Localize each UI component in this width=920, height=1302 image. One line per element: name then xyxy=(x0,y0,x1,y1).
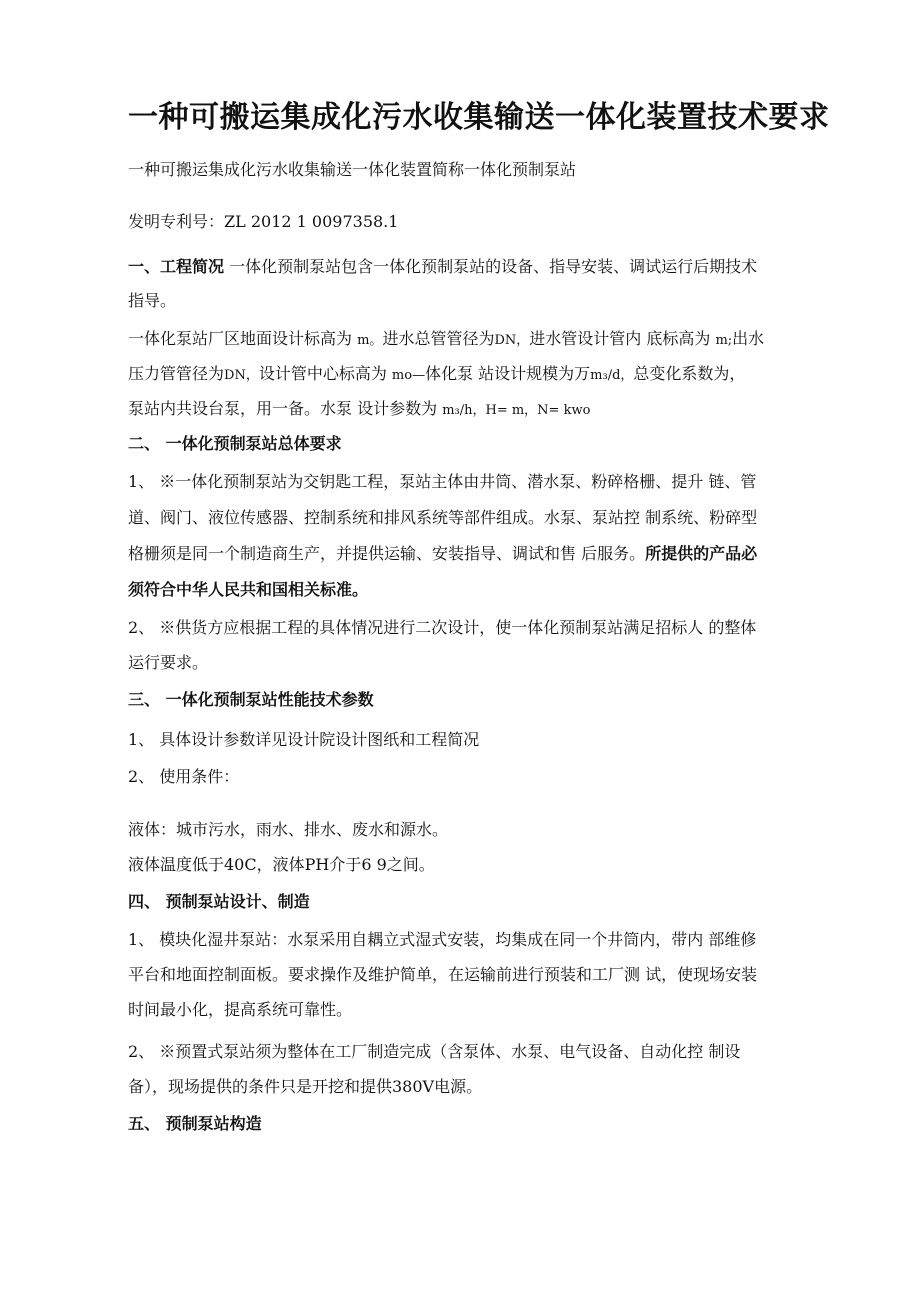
section-1-para-line-2 xyxy=(128,362,745,388)
section-1-intro-text: 一体化预制泵站包含一体化预制泵站的设备、指导安装、调试运行后期技术 xyxy=(224,257,758,276)
section-4-item-1-line-2: 平台和地面控制面板。要求操作及维护简单，在运输前进行预装和工厂测 试，使现场安装 xyxy=(128,965,758,984)
text-run: DN， xyxy=(494,333,530,348)
section-2-item-1-line-2: 道、阀门、液位传感器、控制系统和排风系统等部件组成。水泵、泵站控 制系统、粉碎型 xyxy=(128,508,758,527)
document-title: 一种可搬运集成化污水收集输送一体化装置技术要求 xyxy=(128,100,830,135)
text-run: 泵站内共设台泵，用一备。水泵 设计参数为 xyxy=(128,399,443,418)
section-3-item-1: 1、 具体设计参数详见设计院设计图纸和工程简况 xyxy=(128,730,480,749)
section-4-heading: 四、 预制泵站设计、制造 xyxy=(128,892,310,911)
section-4-item-1-line-3: 时间最小化，提高系统可靠性。 xyxy=(128,1000,353,1019)
bold-text-run: 所提供的产品必 xyxy=(645,544,758,563)
section-4-item-2-line-2: 备），现场提供的条件只是开挖和提供380V电源。 xyxy=(128,1077,483,1096)
text-run: DN， xyxy=(224,368,259,383)
text-run: m; xyxy=(715,333,733,348)
text-run: 进水管设计管内 底标高为 xyxy=(529,329,716,348)
text-run: 出水 xyxy=(732,329,765,348)
section-3-heading: 三、 一体化预制泵站性能技术参数 xyxy=(128,690,374,709)
subtitle: 一种可搬运集成化污水收集输送一体化装置简称一体化预制泵站 xyxy=(128,160,577,179)
temperature-line: 液体温度低于40C，液体PH介于6 9之间。 xyxy=(128,855,435,874)
section-2-item-1-line-3 xyxy=(128,542,757,566)
text-run: 进水总管管径为 xyxy=(382,329,495,348)
text-run: 一体化泵站厂区地面设计标高为 xyxy=(128,329,358,348)
section-2-item-2-line-2: 运行要求。 xyxy=(128,653,209,672)
section-3-item-2: 2、 使用条件： xyxy=(128,767,240,786)
section-4-item-2-line-1: 2、 ※预置式泵站须为整体在工厂制造完成（含泵体、水泵、电气设备、自动化控 制设 xyxy=(128,1042,741,1061)
section-1-intro xyxy=(128,255,757,279)
text-run: 格栅须是同一个制造商生产，并提供运输、安装指导、调试和售 后服务。 xyxy=(128,544,646,563)
text-run: 总变化系数为， xyxy=(633,364,746,383)
text-run: mo— xyxy=(391,368,426,383)
section-5-heading: 五、 预制泵站构造 xyxy=(128,1114,262,1133)
section-2-heading: 二、 一体化预制泵站总体要求 xyxy=(128,434,342,453)
text-run: 压力管管径为 xyxy=(128,364,225,383)
section-1-para-line-3 xyxy=(128,397,590,423)
text-run: m xyxy=(357,333,370,348)
patent-line xyxy=(128,210,398,234)
section-2-item-1-line-4: 须符合中华人民共和国相关标准。 xyxy=(128,580,369,599)
patent-number: ZL 2012 1 0097358.1 xyxy=(224,212,399,231)
text-run: 。 xyxy=(369,333,383,348)
liquid-line: 液体：城市污水，雨水、排水、废水和源水。 xyxy=(128,820,449,839)
patent-label: 发明专利号： xyxy=(128,212,225,231)
text-run: m₃/h，H= m，N= kwo xyxy=(442,403,591,418)
text-run: m₃/d， xyxy=(590,368,634,383)
section-2-item-1-line-1: 1、 ※一体化预制泵站为交钥匙工程，泵站主体由井筒、潜水泵、粉碎格栅、提升 链、管 xyxy=(128,472,757,491)
text-run: 设计管中心标高为 xyxy=(258,364,392,383)
section-4-item-1-line-1: 1、 模块化湿井泵站：水泵采用自耦立式湿式安装，均集成在同一个井筒内，带内 部维修 xyxy=(128,930,757,949)
section-2-item-2-line-1: 2、 ※供货方应根据工程的具体情况进行二次设计，使一体化预制泵站满足招标人 的整体 xyxy=(128,618,757,637)
section-1-para-line-1 xyxy=(128,327,764,353)
section-1-heading: 一、工程简况 xyxy=(128,257,225,276)
text-run: 体化泵 站设计规模为万 xyxy=(425,364,591,383)
section-1-intro-cont: 指导。 xyxy=(128,291,177,310)
